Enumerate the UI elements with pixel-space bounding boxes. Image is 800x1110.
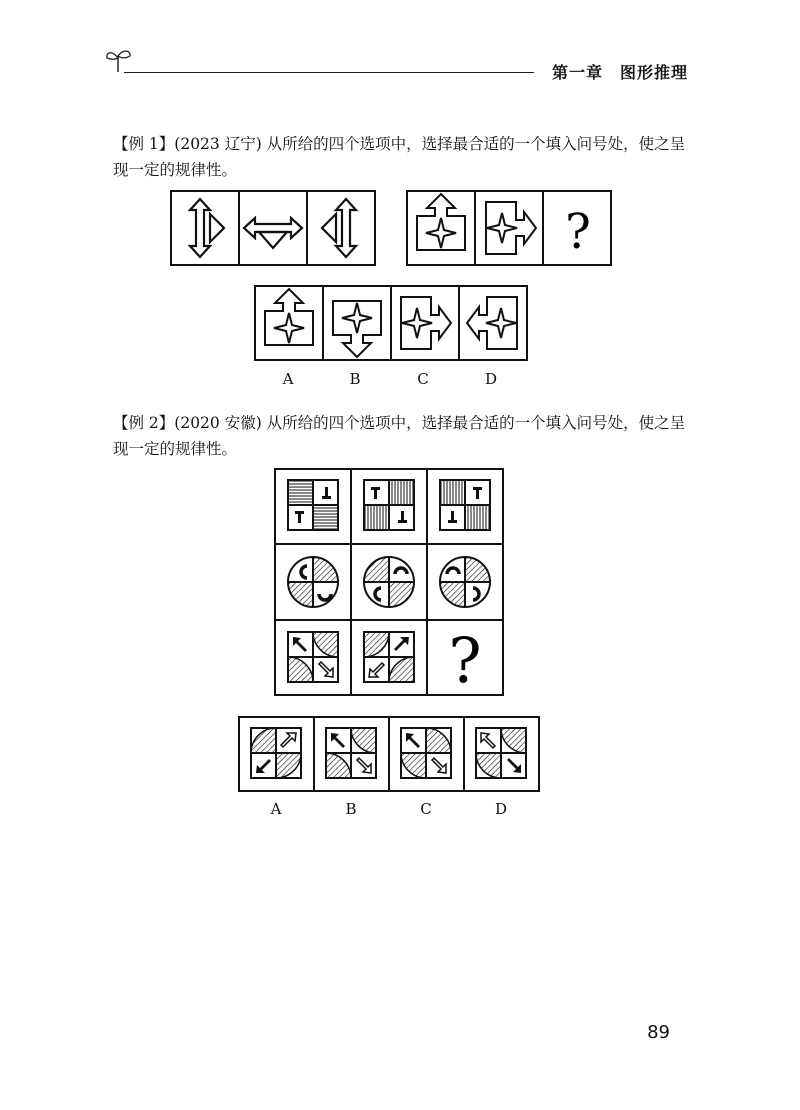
option-b-figure[interactable] bbox=[326, 728, 376, 778]
example1-option-c-label[interactable]: C bbox=[417, 370, 429, 388]
example2-options bbox=[238, 716, 542, 794]
example1-option-b-label[interactable]: B bbox=[349, 370, 361, 388]
option-a-figure[interactable] bbox=[251, 728, 301, 778]
example1-group2 bbox=[407, 191, 611, 265]
sprout-logo-icon bbox=[104, 44, 134, 74]
header-rule bbox=[124, 72, 534, 73]
example2-option-b-label[interactable]: B bbox=[345, 800, 357, 818]
chapter-title: 第一章 图形推理 bbox=[552, 63, 689, 82]
example2-option-d-label[interactable]: D bbox=[494, 800, 508, 818]
example1-question-mark: ? bbox=[565, 204, 591, 260]
example1-stem-figures bbox=[170, 190, 680, 270]
example1-group1 bbox=[171, 191, 375, 265]
page-number: 89 bbox=[647, 1022, 670, 1043]
example1-option-a-label[interactable]: A bbox=[282, 370, 294, 388]
option-c-figure[interactable] bbox=[401, 728, 451, 778]
option-a-figure[interactable] bbox=[265, 289, 313, 345]
example1-option-d-label[interactable]: D bbox=[484, 370, 498, 388]
example2-stem-grid bbox=[274, 468, 506, 698]
option-c-figure[interactable] bbox=[401, 297, 451, 349]
option-b-figure[interactable] bbox=[333, 301, 381, 357]
example2-option-a-label[interactable]: A bbox=[270, 800, 282, 818]
example1-question: 【例 1】(2023 辽宁) 从所给的四个选项中，选择最合适的一个填入问号处，使之呈现一定的规律性。 bbox=[113, 135, 686, 179]
example1-options bbox=[254, 285, 530, 363]
example2-option-c-label[interactable]: C bbox=[420, 800, 432, 818]
example2-question-mark: ? bbox=[448, 624, 482, 697]
example2-question: 【例 2】(2020 安徽) 从所给的四个选项中，选择最合适的一个填入问号处，使之呈现一定的规律性。 bbox=[113, 414, 686, 458]
option-d-figure[interactable] bbox=[476, 728, 526, 778]
option-d-figure[interactable] bbox=[467, 297, 517, 349]
